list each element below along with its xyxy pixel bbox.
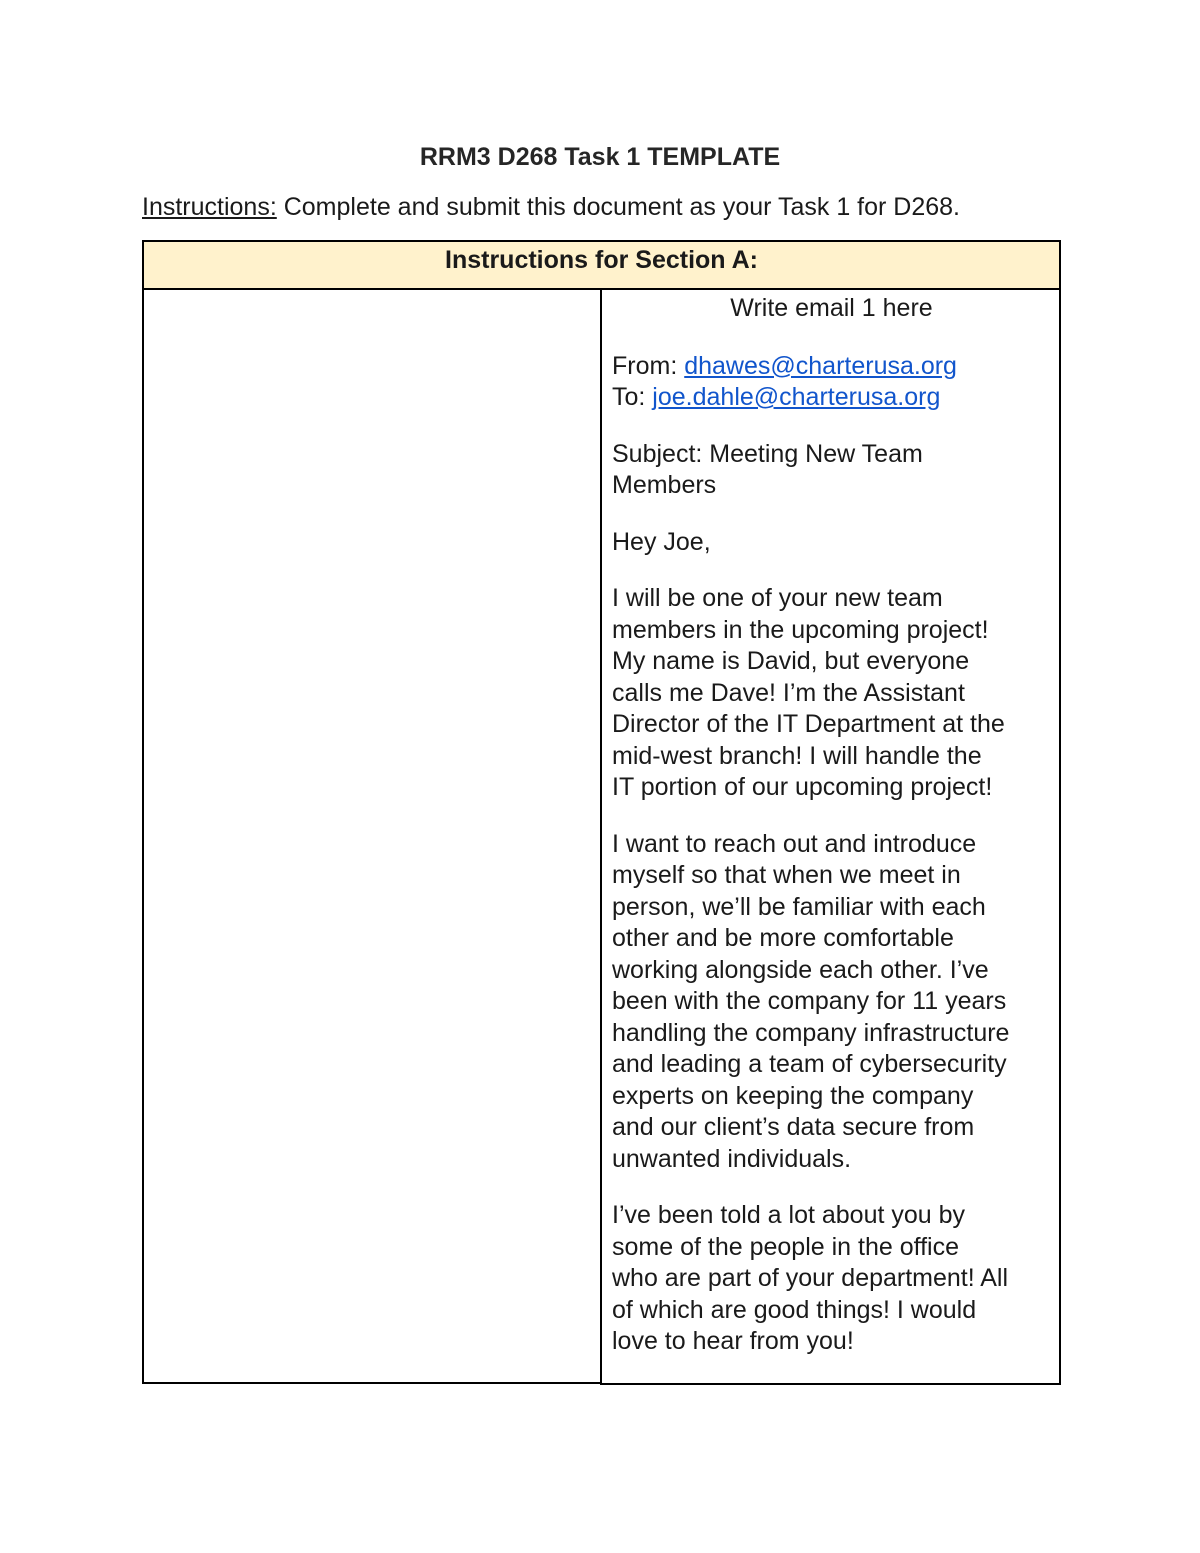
from-label: From: <box>612 351 685 380</box>
paragraph-line: calls me Dave! I’m the Assistant <box>612 678 965 707</box>
to-line <box>612 382 1051 414</box>
document-title: RRM3 D268 Task 1 TEMPLATE <box>419 143 781 171</box>
paragraph-line: been with the company for 11 years <box>612 987 1007 1015</box>
paragraph-line: some of the people in the office <box>612 1232 959 1261</box>
paragraph-line: of which are good things! I would <box>612 1295 977 1324</box>
paragraph-line: Director of the IT Department at the <box>612 710 1005 738</box>
section-a-header: Instructions for Section A: <box>142 240 1061 290</box>
subject-line: Subject: Meeting New Team <box>612 439 923 468</box>
paragraph-line: unwanted individuals. <box>612 1144 852 1173</box>
greeting: Hey Joe, <box>612 527 711 556</box>
subject-block <box>612 439 1051 502</box>
paragraph-line: members in the upcoming project! <box>612 615 989 644</box>
instructions-label: Instructions: <box>142 193 277 221</box>
section-a-table <box>142 240 1061 1385</box>
to-label: To: <box>612 383 653 411</box>
instructions-line <box>142 192 960 222</box>
paragraph-line: handling the company infrastructure <box>612 1018 1010 1047</box>
paragraph-line: I’ve been told a lot about you by <box>612 1201 966 1229</box>
paragraph-line: person, we’ll be familiar with each <box>612 892 986 921</box>
paragraph-line: working alongside each other. I’ve <box>612 955 989 984</box>
email-cell[interactable] <box>600 288 1061 1385</box>
paragraph-line: other and be more comfortable <box>612 924 954 952</box>
paragraph-line: I will be one of your new team <box>612 584 943 612</box>
paragraph-line: mid-west branch! I will handle the <box>612 741 982 770</box>
email-paragraph-1 <box>612 583 1051 804</box>
to-email-link[interactable]: joe.dahle@charterusa.org <box>652 383 941 411</box>
from-email-link[interactable]: dhawes@charterusa.org <box>684 351 957 380</box>
paragraph-line: and leading a team of cybersecurity <box>612 1050 1007 1078</box>
paragraph-line: IT portion of our upcoming project! <box>612 773 993 801</box>
section-a-left-cell[interactable] <box>142 288 602 1384</box>
email-paragraph-3 <box>612 1200 1051 1358</box>
paragraph-line: myself so that when we meet in <box>612 861 961 889</box>
paragraph-line: I want to reach out and introduce <box>612 829 977 858</box>
subject-line: Members <box>612 471 717 499</box>
email-heading: Write email 1 here <box>730 294 933 322</box>
email-paragraph-2 <box>612 829 1051 1176</box>
paragraph-line: love to hear from you! <box>612 1327 854 1355</box>
paragraph-line: experts on keeping the company <box>612 1081 974 1110</box>
paragraph-line: and our client’s data secure from <box>612 1113 975 1141</box>
from-line <box>612 351 1051 383</box>
paragraph-line: My name is David, but everyone <box>612 647 970 675</box>
paragraph-line: who are part of your department! All <box>612 1264 1009 1292</box>
instructions-text: Complete and submit this document as your Task 1 for D268. <box>276 193 960 221</box>
